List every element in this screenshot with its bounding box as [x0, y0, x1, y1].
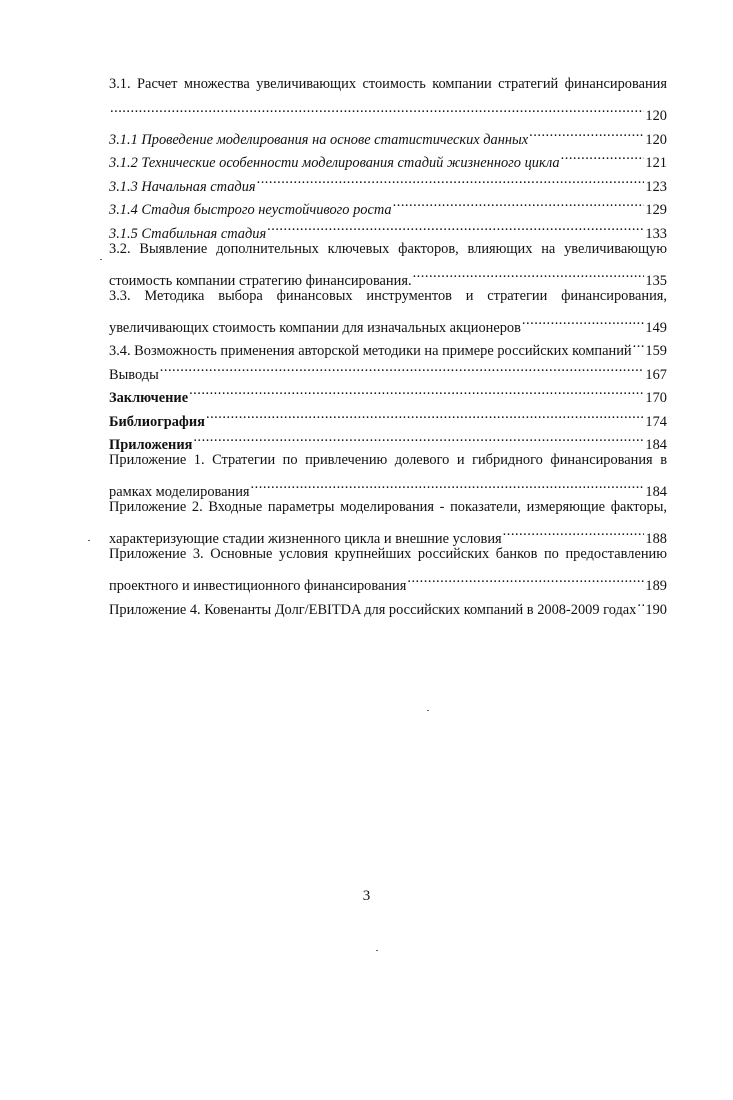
toc-entry-title: Библиография — [109, 413, 205, 430]
toc-entry — [109, 308, 667, 336]
toc-dot-leader — [633, 332, 645, 356]
toc-page-number: 167 — [645, 366, 667, 383]
toc-page-number: 149 — [645, 319, 667, 336]
toc-entry-title: Приложения — [109, 437, 193, 453]
toc-dot-leader — [407, 567, 644, 591]
toc-entry — [109, 120, 667, 148]
toc-dot-leader — [160, 355, 645, 379]
toc-page-number: 170 — [645, 390, 667, 406]
toc-dot-leader — [251, 473, 645, 497]
toc-dot-leader — [529, 120, 644, 144]
toc-dot-leader — [189, 379, 644, 403]
toc-page-number: 190 — [645, 601, 667, 618]
toc-page-number: 184 — [645, 437, 667, 453]
toc-entry-title: 3.1.2 Технические особенности моделирования стадий жизненного цикла — [109, 155, 560, 171]
toc-entry — [109, 73, 667, 97]
toc-entry-title: рамках моделирования — [109, 484, 250, 500]
toc-entry — [109, 355, 667, 383]
toc-entry — [109, 473, 667, 500]
toc-entry — [109, 402, 667, 430]
scan-speck — [100, 259, 102, 260]
toc-page-number: 135 — [645, 272, 667, 289]
toc-entry-title: 3.1.4 Стадия быстрого неустойчивого роста — [109, 202, 392, 218]
toc-page-number: 120 — [645, 108, 667, 124]
toc-entry-title: 3.3. Методика выбора финансовых инструментов и стратегии финансирования, — [109, 287, 667, 304]
toc-entry-title: Приложение 1. Стратегии по привлечению долевого и гибридного финансирования в — [109, 452, 667, 468]
toc-entry-title: проектного и инвестиционного финансирования — [109, 578, 407, 594]
page-number: 3 — [362, 888, 371, 904]
toc-dot-leader — [257, 167, 645, 191]
toc-page-number: 174 — [645, 413, 667, 430]
scan-speck — [88, 540, 90, 541]
toc-entry-title: 3.1.1 Проведение моделирования на основе статистических данных — [109, 131, 529, 148]
toc-dot-leader — [193, 426, 644, 450]
toc-entry-title: 3.1. Расчет множества увеличивающих стоимость компании стратегий финансирования — [109, 76, 667, 92]
toc-entry — [109, 261, 667, 289]
toc-dot-leader — [503, 520, 645, 544]
toc-entry — [109, 567, 667, 594]
scan-speck — [427, 710, 429, 711]
toc-entry-title: Приложение 4. Ковенанты Долг/EBITDA для российских компаний в 2008-2009 годах — [109, 601, 637, 618]
toc-entry — [109, 496, 667, 520]
toc-dot-leader — [561, 144, 645, 168]
toc-entry — [109, 379, 667, 406]
toc-entry-title: 3.2. Выявление дополнительных ключевых факторов, влияющих на увеличивающую — [109, 240, 667, 257]
toc-dot-leader — [393, 191, 645, 215]
toc-entry-title: 3.1.5 Стабильная стадия — [109, 225, 267, 242]
toc-page-number: 133 — [645, 225, 667, 242]
table-of-contents — [109, 73, 667, 618]
toc-entry — [109, 97, 667, 124]
toc-dot-leader — [206, 402, 644, 426]
toc-dot-leader — [413, 261, 645, 285]
toc-dot-leader — [110, 97, 644, 121]
scan-speck — [376, 950, 378, 951]
toc-dot-leader — [267, 214, 644, 238]
toc-entry-title: Заключение — [109, 390, 189, 406]
toc-page-number: 189 — [645, 578, 667, 594]
toc-entry — [109, 520, 667, 547]
toc-entry-title: Приложение 3. Основные условия крупнейших российских банков по предоставлению — [109, 546, 667, 562]
toc-entry-title: характеризующие стадии жизненного цикла и внешние условия — [109, 531, 502, 547]
toc-page-number: 121 — [645, 155, 667, 171]
toc-entry — [109, 238, 667, 262]
toc-page-number: 120 — [645, 131, 667, 148]
toc-entry-title: Выводы — [109, 366, 159, 383]
toc-entry — [109, 426, 667, 453]
toc-page-number: 129 — [645, 202, 667, 218]
toc-entry-title: Приложение 2. Входные параметры моделирования - показатели, измеряющие факторы, — [109, 499, 667, 515]
toc-page-number: 123 — [645, 178, 667, 195]
toc-page-number: 159 — [645, 343, 667, 359]
toc-page-number: 188 — [645, 531, 667, 547]
toc-entry-title: стоимость компании стратегию финансирования. — [109, 272, 412, 289]
toc-dot-leader — [522, 308, 644, 332]
toc-entry — [109, 543, 667, 567]
toc-entry — [109, 285, 667, 309]
toc-dot-leader — [637, 590, 644, 614]
toc-entry-title: увеличивающих стоимость компании для изначальных акционеров — [109, 319, 521, 336]
toc-entry — [109, 449, 667, 473]
toc-page-number: 184 — [645, 484, 667, 500]
toc-entry-title: 3.1.3 Начальная стадия — [109, 178, 256, 195]
toc-entry-title: 3.4. Возможность применения авторской методики на примере российских компаний — [109, 343, 632, 359]
